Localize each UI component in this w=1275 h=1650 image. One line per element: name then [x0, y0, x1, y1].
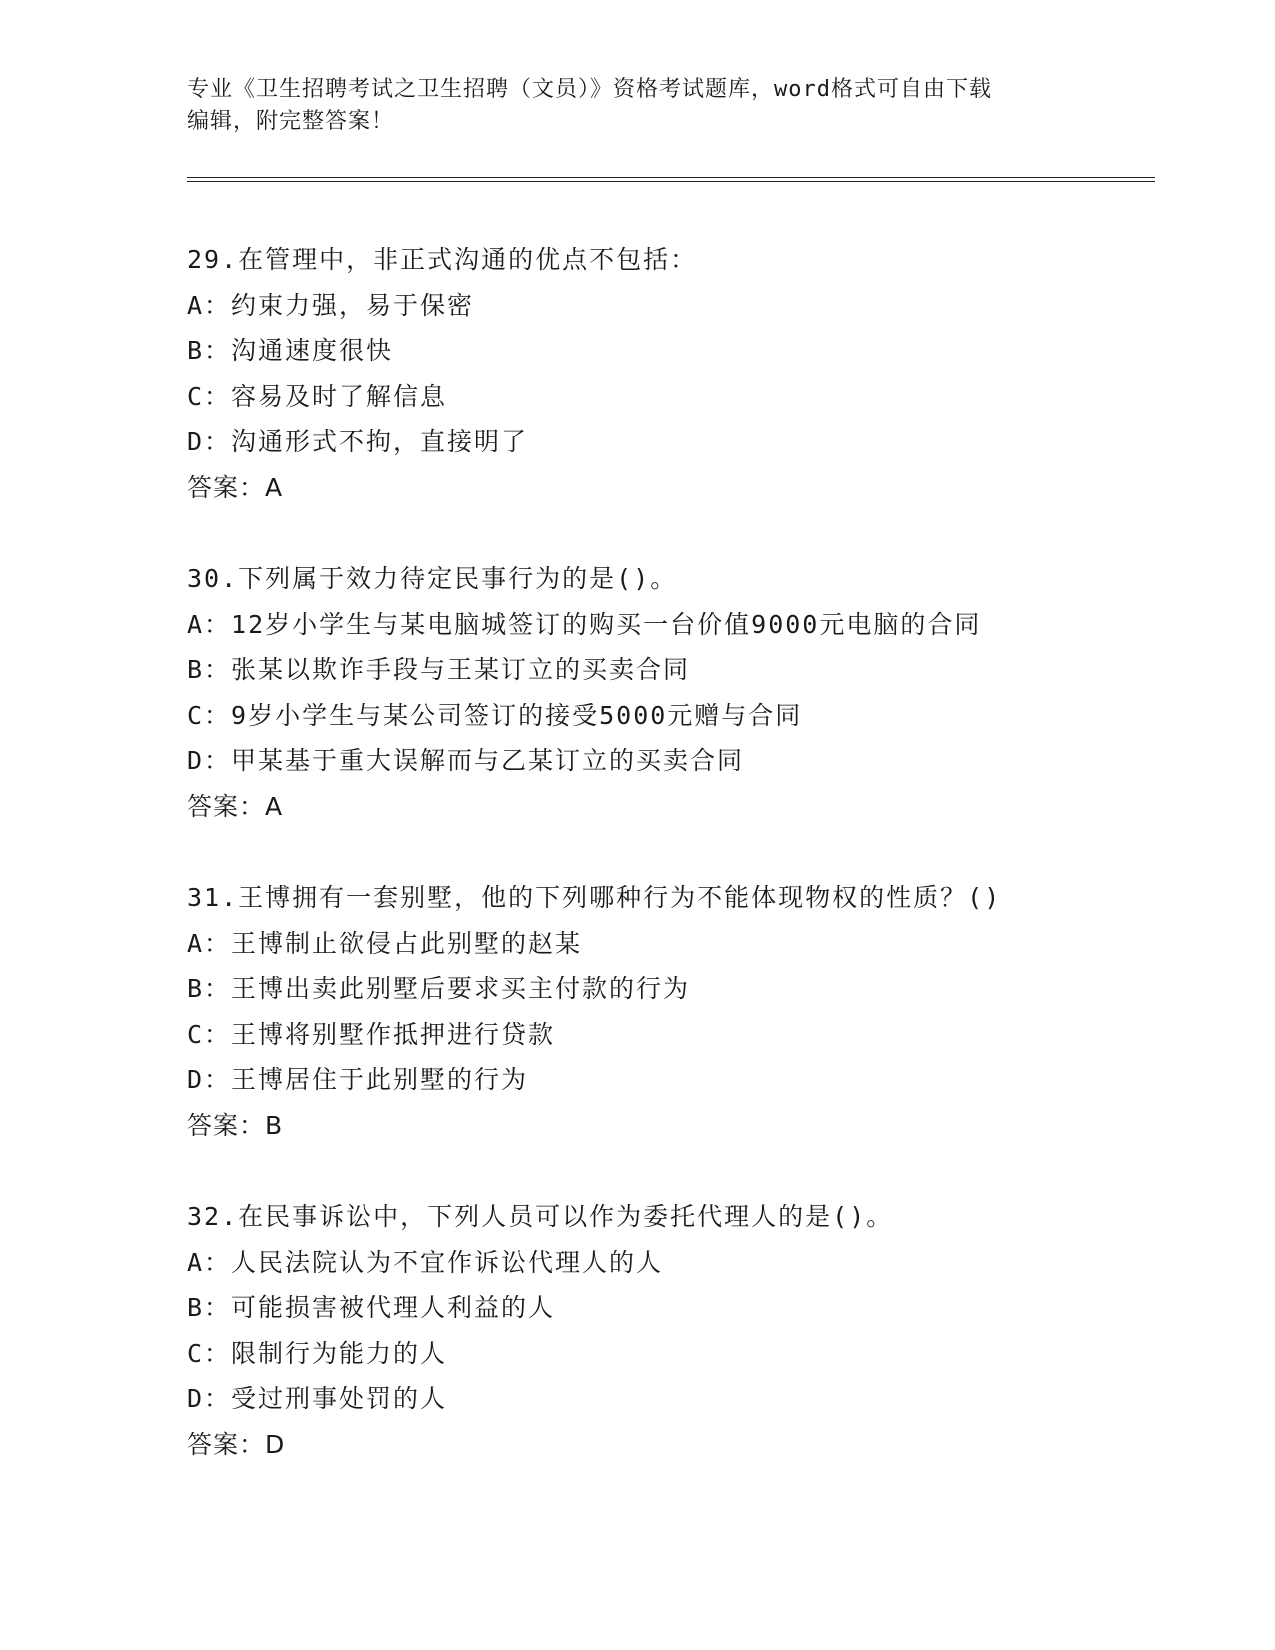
option-b: B：张某以欺诈手段与王某订立的买卖合同	[187, 655, 691, 684]
option-a: A：人民法院认为不宜作诉讼代理人的人	[187, 1247, 664, 1277]
answer-line: 答案：A	[187, 791, 284, 821]
answer-line: 答案：A	[187, 472, 284, 502]
question-stem: 31.王博拥有一套别墅，他的下列哪种行为不能体现物权的性质？()	[187, 883, 1002, 912]
question-stem: 32.在民事诉讼中，下列人员可以作为委托代理人的是()。	[187, 1202, 894, 1231]
option-b: B：沟通速度很快	[187, 336, 394, 365]
answer-line: 答案：D	[187, 1429, 286, 1459]
option-a: A：王博制止欲侵占此别墅的赵某	[187, 928, 583, 958]
option-b: B：可能损害被代理人利益的人	[187, 1293, 556, 1322]
option-d: D：王博居住于此别墅的行为	[187, 1065, 529, 1094]
option-a: A：约束力强，易于保密	[187, 290, 475, 320]
question-32	[187, 1194, 1187, 1467]
header-line-1: 专业《卫生招聘考试之卫生招聘（文员）》资格考试题库，word格式可自由下载	[187, 77, 992, 102]
option-a: A：12岁小学生与某电脑城签订的购买一台价值9000元电脑的合同	[187, 609, 982, 639]
option-c: C：容易及时了解信息	[187, 381, 448, 411]
option-c: C：限制行为能力的人	[187, 1338, 448, 1368]
header-line-2: 编辑，附完整答案！	[187, 109, 395, 134]
option-d: D：沟通形式不拘，直接明了	[187, 427, 529, 456]
question-30	[187, 556, 1187, 829]
answer-line: 答案：B	[187, 1110, 284, 1140]
question-29	[187, 237, 1187, 510]
option-c: C：王博将别墅作抵押进行贷款	[187, 1019, 556, 1049]
document-header	[187, 74, 1087, 138]
question-list	[187, 237, 1187, 1513]
question-stem: 29.在管理中，非正式沟通的优点不包括：	[187, 245, 698, 274]
option-b: B：王博出卖此别墅后要求买主付款的行为	[187, 974, 691, 1003]
option-d: D：受过刑事处罚的人	[187, 1384, 448, 1413]
option-c: C：9岁小学生与某公司签订的接受5000元赠与合同	[187, 700, 803, 730]
question-stem: 30.下列属于效力待定民事行为的是()。	[187, 564, 678, 593]
header-divider	[187, 177, 1155, 182]
option-d: D：甲某基于重大误解而与乙某订立的买卖合同	[187, 746, 745, 775]
question-31	[187, 875, 1187, 1148]
